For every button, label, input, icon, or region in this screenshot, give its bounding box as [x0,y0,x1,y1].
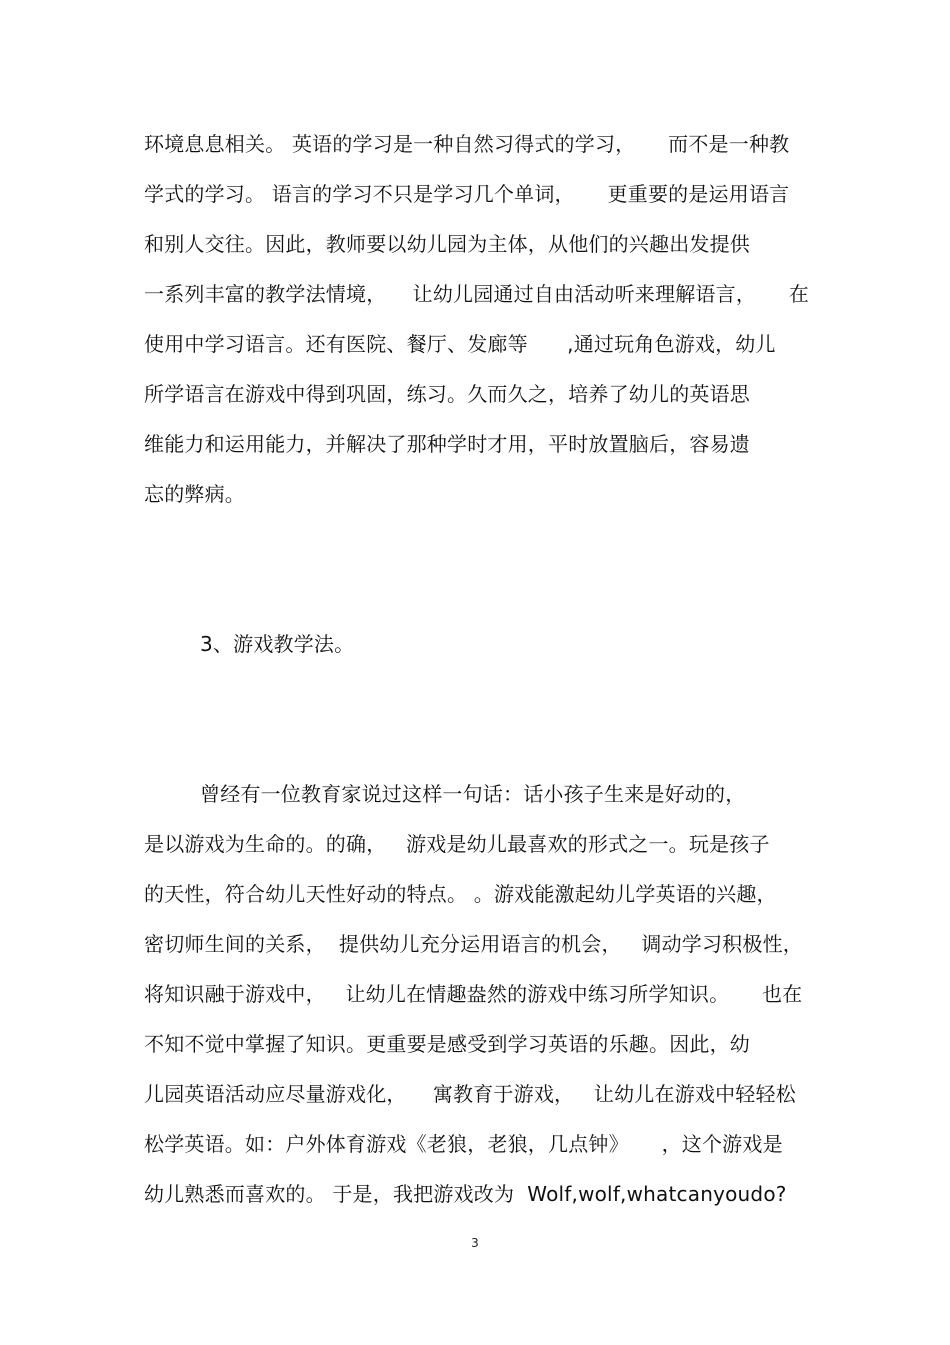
paragraph-1-line-3: 和别人交往。因此，教师要以幼儿园为主体，从他们的兴趣出发提供 [144,232,750,256]
page-number: 3 [471,1236,479,1250]
paragraph-1-line-2: 学式的学习。 语言的学习不只是学习几个单词， 更重要的是运用语言 [144,182,790,206]
paragraph-1-line-6: 所学语言在游戏中得到巩固，练习。久而久之，培养了幼儿的英语思 [144,382,750,406]
paragraph-2-line-1: 曾经有一位教育家说过这样一句话：话小孩子生来是好动的， [200,782,746,806]
paragraph-2-line-9: 幼儿熟悉而喜欢的。 于是，我把游戏改为 Wolf,wolf,whatcanyoudo? [144,1182,787,1206]
paragraph-2-line-8: 松学英语。如：户外体育游戏《老狼，老狼，几点钟》 ，这个游戏是 [144,1132,783,1156]
paragraph-2-line-5: 将知识融于游戏中， 让幼儿在情趣盎然的游戏中练习所学知识。 也在 [144,982,803,1006]
paragraph-2-line-6: 不知不觉中掌握了知识。更重要是感受到学习英语的乐趣。因此，幼 [144,1032,750,1056]
paragraph-1-line-8: 忘的弊病。 [144,482,245,506]
section-heading: 3、游戏教学法。 [200,632,355,656]
paragraph-2-line-3: 的天性，符合幼儿天性好动的特点。 。游戏能激起幼儿学英语的兴趣， [144,882,777,906]
paragraph-1-line-4: 一系列丰富的教学法情境， 让幼儿园通过自由活动听来理解语言， 在 [144,282,810,306]
paragraph-1-line-7: 维能力和运用能力，并解决了那种学时才用，平时放置脑后，容易遗 [144,432,750,456]
paragraph-2-line-4: 密切师生间的关系， 提供幼儿充分运用语言的机会， 调动学习积极性， [144,932,803,956]
paragraph-2-line-2: 是以游戏为生命的。的确， 游戏是幼儿最喜欢的形式之一。玩是孩子 [144,832,770,856]
paragraph-1-line-1: 环境息息相关。 英语的学习是一种自然习得式的学习， 而不是一种教 [144,132,790,156]
paragraph-2-line-7: 儿园英语活动应尽量游戏化， 寓教育于游戏， 让幼儿在游戏中轻轻松 [144,1082,796,1106]
paragraph-1-line-5: 使用中学习语言。还有医院、餐厅、发廊等 ,通过玩角色游戏，幼儿 [144,332,776,356]
